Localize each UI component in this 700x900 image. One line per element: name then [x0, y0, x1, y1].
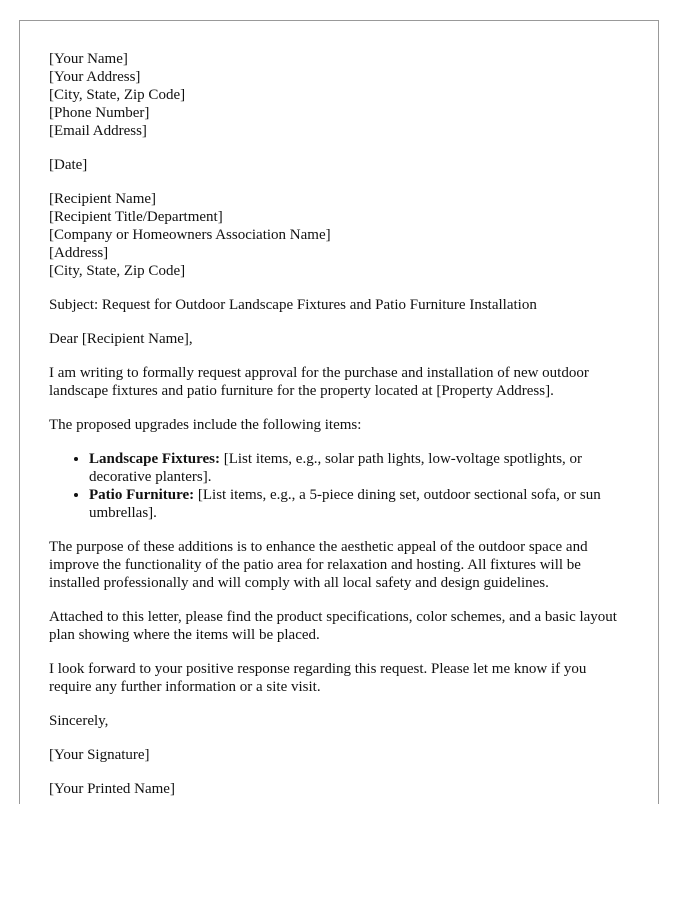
sender-block — [49, 50, 629, 140]
subject-line: Subject: Request for Outdoor Landscape Fixtures and Patio Furniture Installation — [49, 297, 537, 313]
signature: [Your Signature] — [49, 747, 150, 763]
sender-phone: [Phone Number] — [49, 105, 150, 121]
recipient-block — [49, 190, 629, 280]
letter-date: [Date] — [49, 157, 88, 173]
list-item — [89, 486, 629, 522]
sender-city-state-zip: [City, State, Zip Code] — [49, 87, 186, 103]
recipient-name: [Recipient Name] — [49, 191, 157, 207]
recipient-city-state-zip: [City, State, Zip Code] — [49, 263, 186, 279]
sender-address: [Your Address] — [49, 69, 141, 85]
intro-paragraph: I am writing to formally request approval for the purchase and installation of new outdoor landscape fixtures and patio furniture for the property located at [Property Address]. — [49, 365, 589, 399]
recipient-address: [Address] — [49, 245, 109, 261]
recipient-company: [Company or Homeowners Association Name] — [49, 227, 331, 243]
upgrade-list — [49, 450, 629, 522]
recipient-title: [Recipient Title/Department] — [49, 209, 223, 225]
list-item-label: Landscape Fixtures: — [89, 451, 220, 467]
list-item-text: [List items, e.g., a 5-piece dining set, outdoor sectional sofa, or sun umbrellas]. — [89, 487, 601, 521]
list-item-text: [List items, e.g., solar path lights, low-voltage spotlights, or decorative planters]. — [89, 451, 583, 485]
list-intro: The proposed upgrades include the following items: — [49, 417, 362, 433]
purpose-paragraph: The purpose of these additions is to enhance the aesthetic appeal of the outdoor space and improve the functionality of the patio area for relaxation and hosting. All fixtures will be installed professionally and will comply with all local safety and design guidelines. — [49, 539, 588, 591]
list-item — [89, 450, 629, 486]
closing: Sincerely, — [49, 713, 109, 729]
salutation: Dear [Recipient Name], — [49, 331, 193, 347]
attachments-paragraph: Attached to this letter, please find the product specifications, color schemes, and a basic layout plan showing where the items will be placed. — [49, 609, 617, 643]
letter-page — [19, 20, 659, 804]
list-item-label: Patio Furniture: — [89, 487, 195, 503]
printed-name: [Your Printed Name] — [49, 781, 175, 797]
sender-name: [Your Name] — [49, 51, 128, 67]
sender-email: [Email Address] — [49, 123, 147, 139]
closing-paragraph: I look forward to your positive response regarding this request. Please let me know if you require any further information or a site visit. — [49, 661, 587, 695]
